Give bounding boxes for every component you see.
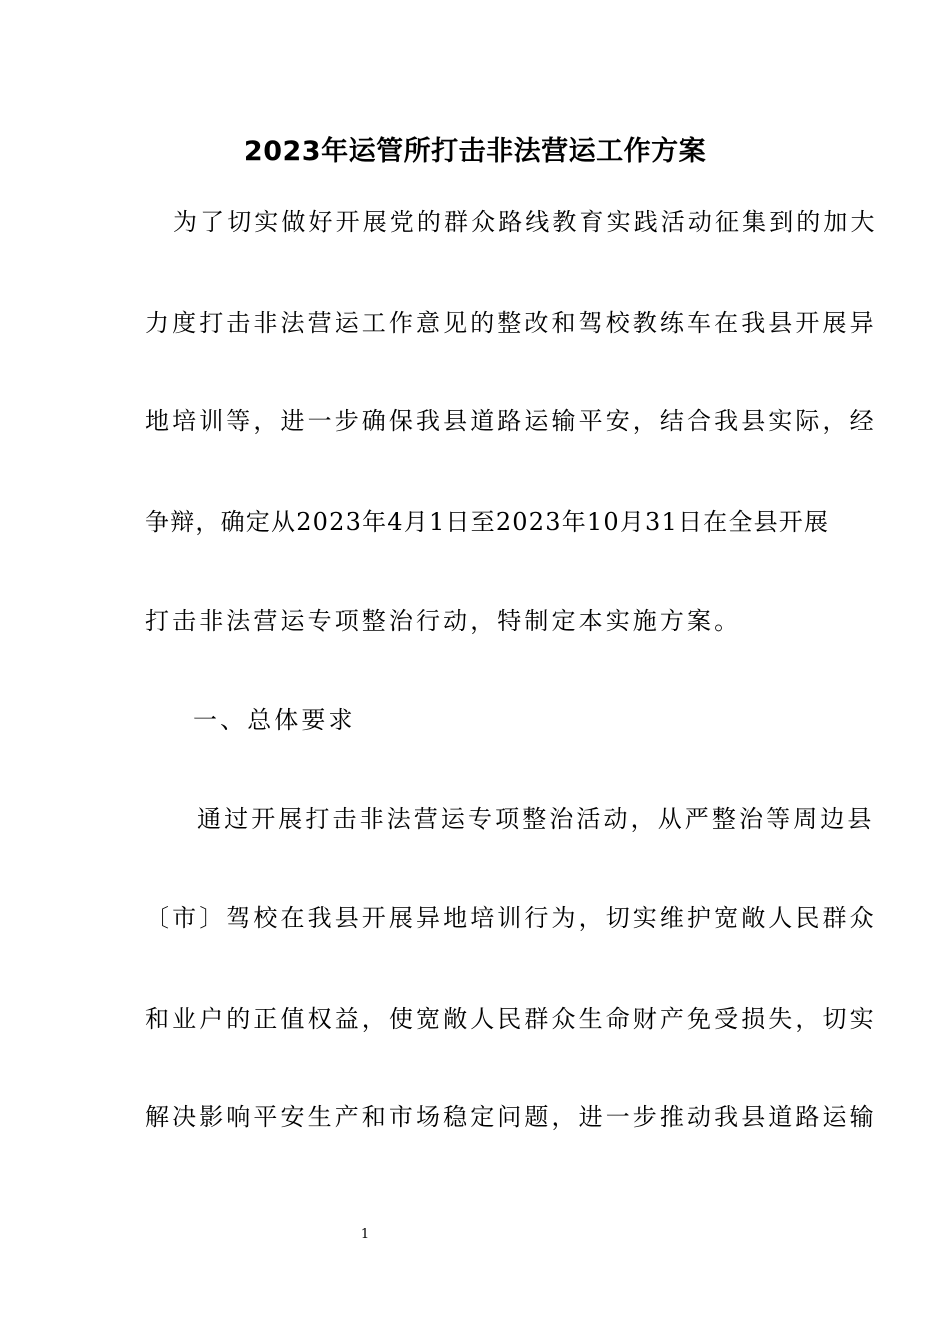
section-heading: 一、总体要求 [193,706,356,734]
paragraph-line: 力度打击非法营运工作意见的整改和驾校教练车在我县开展异 [145,309,877,337]
paragraph-line: 和业户的正值权益，使宽敞人民群众生命财产免受损失，切实 [145,1005,877,1033]
paragraph-line: 通过开展打击非法营运专项整治活动，从严整治等周边县 [197,805,875,833]
paragraph-line: 〔市〕驾校在我县开展异地培训行为，切实维护宽敞人民群众 [145,904,877,932]
paragraph-line: 为了切实做好开展党的群众路线教育实践活动征集到的加大 [173,208,878,236]
page-number: 1 [360,1227,370,1242]
paragraph-line: 打击非法营运专项整治行动，特制定本实施方案。 [145,607,742,635]
paragraph-line: 争辩，确定从2023年4月1日至2023年10月31日在全县开展 [145,508,830,536]
document-title: 2023年运管所打击非法营运工作方案 [243,136,707,167]
paragraph-line: 地培训等，进一步确保我县道路运输平安，结合我县实际，经 [145,407,877,435]
paragraph-line: 解决影响平安生产和市场稳定问题，进一步推动我县道路运输 [145,1103,877,1131]
